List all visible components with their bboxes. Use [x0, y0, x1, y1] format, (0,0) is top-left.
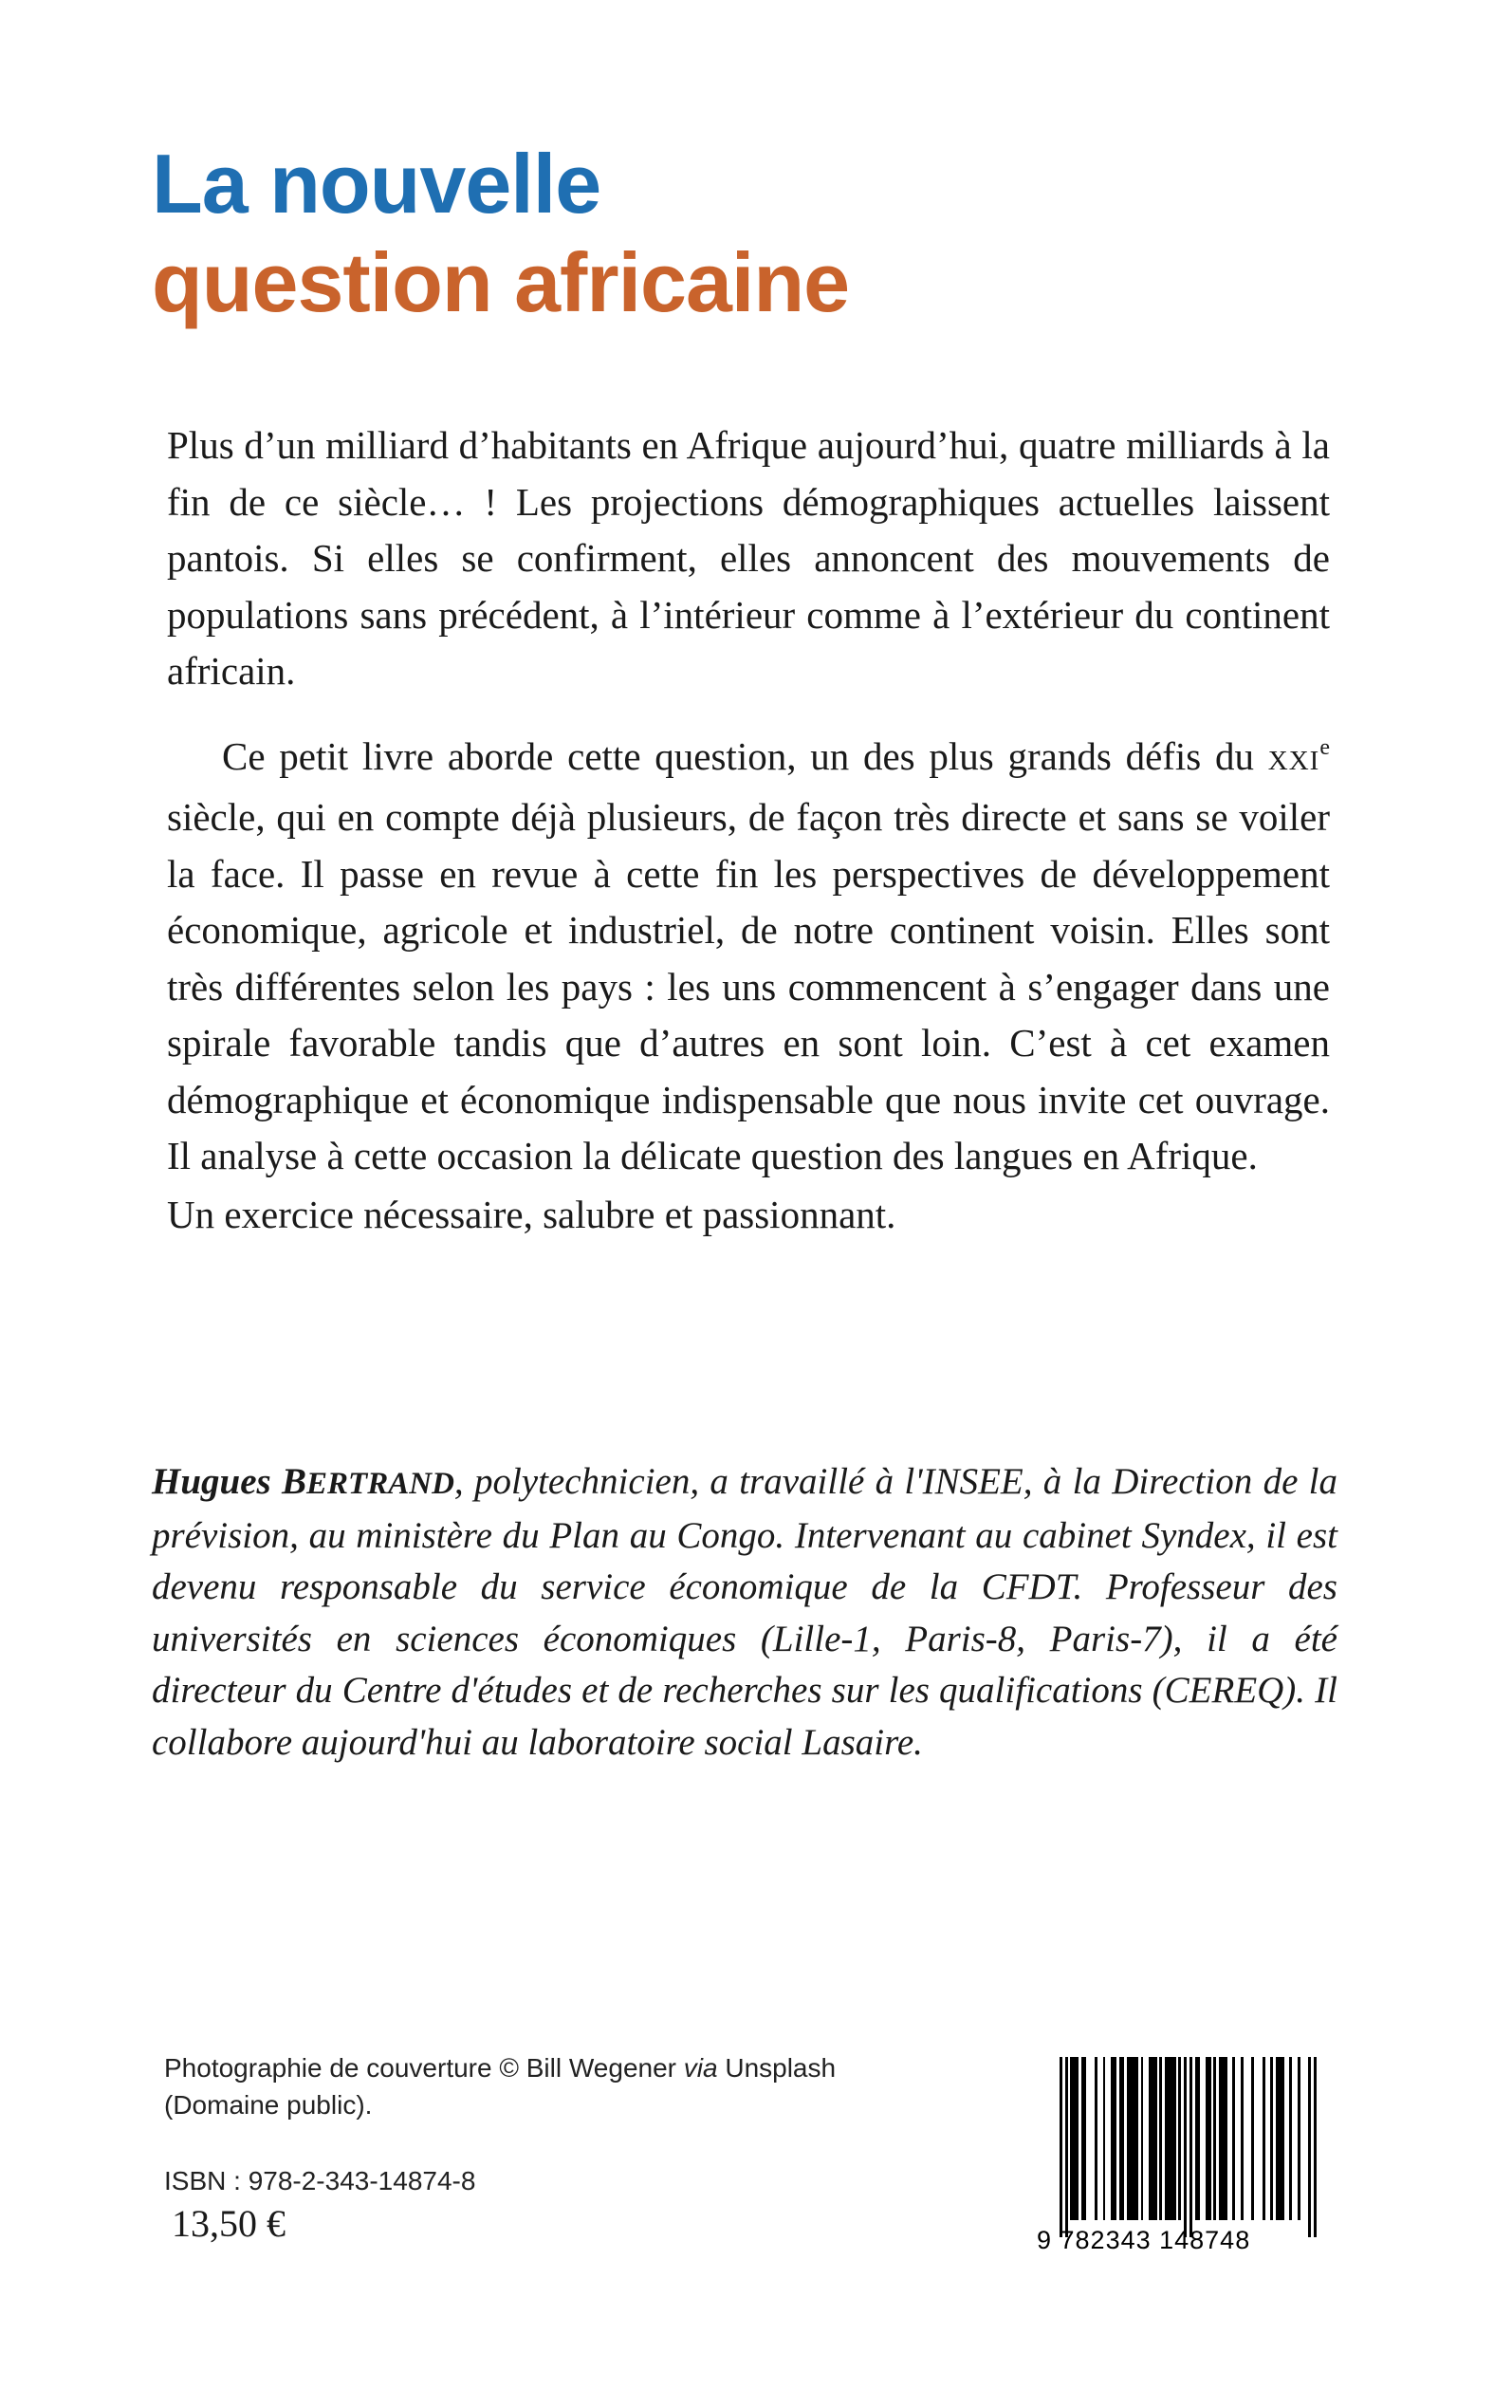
- summary-p2-start: Ce petit livre aborde cette question, un des plus grands défis du: [222, 733, 1268, 778]
- author-bio: [152, 1456, 1337, 1769]
- barcode-bar: [1251, 2057, 1254, 2220]
- author-last-name-rest: ERTRAND: [306, 1467, 454, 1501]
- barcode-bar: [1076, 2057, 1079, 2220]
- barcode-bar: [1084, 2057, 1087, 2220]
- credit-text-end: Unsplash: [717, 2053, 837, 2083]
- barcode-bar: [1173, 2057, 1176, 2220]
- barcode-bar: [1314, 2057, 1317, 2237]
- barcode-bar: [1213, 2057, 1216, 2220]
- barcode-bar: [1178, 2057, 1181, 2220]
- summary-paragraph-2: [167, 729, 1330, 1185]
- barcode-bar: [1197, 2057, 1200, 2220]
- barcode-bar: [1103, 2057, 1106, 2220]
- barcode-bar: [1225, 2057, 1227, 2220]
- barcode-number: 9 782343 148748: [1037, 2226, 1251, 2254]
- isbn: ISBN : 978-2-343-14874-8: [164, 2166, 476, 2195]
- summary-paragraph-1: Plus d’un milliard d’habitants en Afrique aujourd’hui, quatre milliards à la fin de ce siècle… ! Les projections démographiques actuelles laissent pantois. Si elles se confirment, elles annoncent des mouvements de populations sans précédent, à l’intérieur comme à l’extérieur du continent africain.: [167, 423, 1330, 693]
- author-first-name: Hugues: [152, 1461, 283, 1502]
- book-summary: [167, 417, 1330, 1243]
- barcode-bar: [1282, 2057, 1284, 2220]
- barcode-bar: [1184, 2057, 1187, 2237]
- barcode-bar: [1095, 2057, 1097, 2220]
- summary-p2-end: siècle, qui en compte déjà plusieurs, de façon très directe et sans se voiler la face. Il passe en revue à cette fin les perspectives de développement économique, agricole et industriel, de notre continent voisin. Elles sont très différentes selon les pays : les uns commencent à s’engager dans une spirale favorable tandis que d’autres en sont loin. C’est à cet examen démographique et économique indispensable que nous invite cet ouvrage. Il analyse à cette occasion la délicate question des langues en Afrique.: [167, 795, 1330, 1177]
- barcode-bar: [1232, 2057, 1235, 2220]
- barcode-bar: [1263, 2057, 1265, 2220]
- author-bio-text: , polytechnicien, a travaillé à l'INSEE, à la Direction de la prévision, au ministère du Plan au Congo. Intervenant au cabinet Syndex, il est devenu responsable du service économique de la CFDT. Professeur des universités en sciences économiques (Lille-1, Paris-8, Paris-7), il a été directeur du Centre d'études et de recherches sur les qualifications (CEREQ). Il collabore aujourd'hui au laboratoire social Lasaire.: [152, 1461, 1338, 1763]
- barcode-bar: [1270, 2057, 1273, 2220]
- price: 13,50 €: [172, 2202, 286, 2245]
- author-last-name-initial: B: [282, 1461, 307, 1502]
- barcode-bar: [1189, 2057, 1192, 2237]
- barcode-bar: [1141, 2057, 1144, 2220]
- barcode-bar: [1241, 2057, 1244, 2220]
- barcode-bar: [1308, 2057, 1311, 2237]
- credit-license: (Domaine public).: [164, 2090, 373, 2120]
- barcode: [1037, 2057, 1316, 2275]
- title-line-2: question africaine: [152, 235, 850, 329]
- title-line-1: La nouvelle: [152, 137, 601, 231]
- barcode-bar: [1208, 2057, 1211, 2220]
- author-name: [152, 1461, 454, 1502]
- barcode-bar: [1154, 2057, 1157, 2220]
- summary-paragraph-3: Un exercice nécessaire, salubre et passionnant.: [167, 1192, 896, 1236]
- barcode-bar: [1060, 2057, 1062, 2237]
- book-title: [152, 137, 850, 329]
- barcode-bar: [1122, 2057, 1125, 2220]
- barcode-bar: [1298, 2057, 1300, 2220]
- credit-text-start: Photographie de couverture © Bill Wegener: [164, 2053, 684, 2083]
- barcode-bar: [1135, 2057, 1138, 2220]
- century-numeral: XXI: [1267, 745, 1320, 776]
- barcode-bar: [1159, 2057, 1162, 2220]
- barcode-bar: [1114, 2057, 1116, 2220]
- credit-via: via: [683, 2053, 718, 2083]
- century-superscript: e: [1319, 734, 1330, 760]
- photo-credit: [164, 2049, 942, 2123]
- barcode-bar: [1289, 2057, 1292, 2220]
- barcode-bar: [1065, 2057, 1068, 2237]
